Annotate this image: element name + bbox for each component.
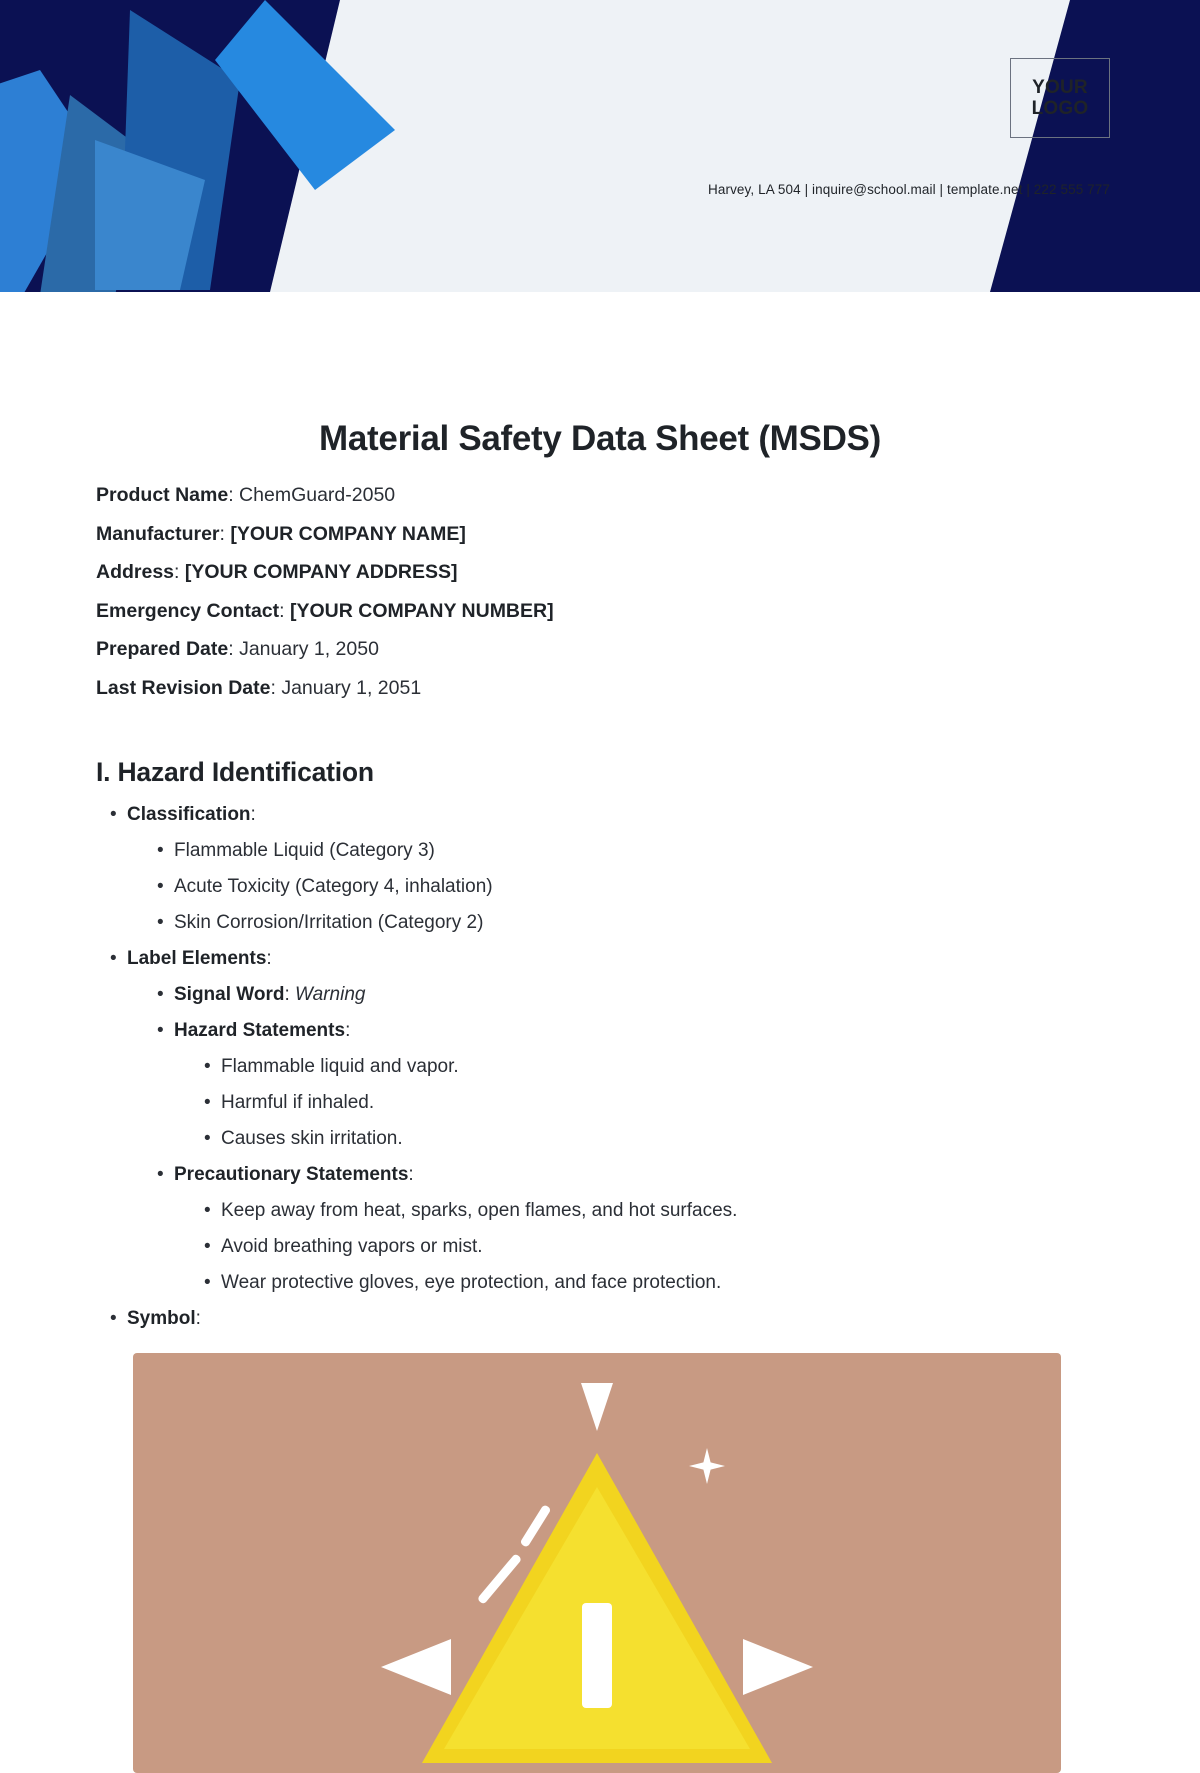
classification-sublist xyxy=(127,833,1104,941)
list-item: • Skin Corrosion/Irritation (Category 2) xyxy=(157,905,1104,941)
list-item: • Avoid breathing vapors or mist. xyxy=(204,1229,1104,1265)
meta-manufacturer-label: Manufacturer xyxy=(96,522,220,545)
meta-prepared-date-value: January 1, 2050 xyxy=(239,638,379,660)
signal-word-value: Warning xyxy=(295,984,366,1005)
list-item: • Causes skin irritation. xyxy=(204,1121,1104,1157)
signal-word-label: Signal Word xyxy=(174,984,285,1005)
label-elements-sublist xyxy=(127,977,1104,1301)
meta-last-revision-date xyxy=(96,669,1104,708)
meta-address-label: Address xyxy=(96,561,175,583)
list-item-precautionary-statements: • Precautionary Statements: • Keep away from heat, sparks, open flames, and hot surfaces. • Avoid breathing vapors or mist. • Wear protective gloves, eye protection, and face protection. xyxy=(157,1157,1104,1301)
symbol-label: Symbol xyxy=(127,1308,196,1329)
hazard-statements-sublist xyxy=(174,1049,1104,1157)
hazard-symbol-image xyxy=(133,1353,1061,1773)
meta-emergency-contact-value: [YOUR COMPANY NUMBER] xyxy=(289,599,554,622)
meta-emergency-contact-sep: : xyxy=(279,599,290,622)
meta-manufacturer-value: [YOUR COMPANY NAME] xyxy=(230,522,466,545)
list-item: • Flammable liquid and vapor. xyxy=(204,1049,1104,1085)
list-item-signal-word: • Signal Word: Warning xyxy=(157,977,1104,1013)
precautionary-statements-label: Precautionary Statements xyxy=(174,1164,409,1185)
list-item-symbol: • Symbol: xyxy=(110,1301,1104,1337)
meta-manufacturer xyxy=(96,515,1104,554)
list-item: • Acute Toxicity (Category 4, inhalation) xyxy=(157,869,1104,905)
meta-address-value: [YOUR COMPANY ADDRESS] xyxy=(184,561,458,583)
meta-prepared-date xyxy=(96,630,1104,669)
list-item: • Wear protective gloves, eye protection, and face protection. xyxy=(204,1265,1104,1301)
page-title: Material Safety Data Sheet (MSDS) xyxy=(319,419,881,458)
exclamation-mark-icon xyxy=(582,1603,612,1708)
section-heading-hazard-identification: I. Hazard Identification xyxy=(96,757,374,787)
document-body xyxy=(0,419,1200,1773)
list-item: • Harmful if inhaled. xyxy=(204,1085,1104,1121)
document-meta-block xyxy=(96,476,1104,707)
list-item: • Flammable Liquid (Category 3) xyxy=(157,833,1104,869)
meta-emergency-contact xyxy=(96,592,1104,631)
list-item: • Keep away from heat, sparks, open flames, and hot surfaces. xyxy=(204,1193,1104,1229)
warning-triangle-icon xyxy=(422,1453,772,1763)
meta-prepared-date-label: Prepared Date xyxy=(96,638,229,660)
list-item-hazard-statements: • Hazard Statements: • Flammable liquid and vapor. • Harmful if inhaled. • Causes skin irritation. xyxy=(157,1013,1104,1157)
meta-prepared-date-sep: : xyxy=(228,638,240,660)
hazard-statements-label: Hazard Statements xyxy=(174,1020,346,1041)
company-logo-placeholder[interactable] xyxy=(1010,58,1110,138)
list-item-classification: • Classification: • Flammable Liquid (Category 3) • Acute Toxicity (Category 4, inhalation) • Skin Corrosion/Irritation (Category 2) xyxy=(110,797,1104,941)
meta-product-name-sep: : xyxy=(228,484,240,506)
header-contact-info: Harvey, LA 504 | inquire@school.mail | template.net | 222 555 777 xyxy=(708,182,1110,197)
classification-label: Classification xyxy=(127,804,251,825)
meta-product-name-value: ChemGuard-2050 xyxy=(239,484,396,506)
list-item-label-elements: • Label Elements: • Signal Word: Warning • Hazard Statements: • Flammable liquid and vapor. • Harmful if inhaled. • Causes skin irritation. • Precautionary Statements: • Keep away from heat, sparks, open flames, and hot surfaces. • Avoid breathing vapors or mist. • Wear protective gloves, eye protection, and face protection. xyxy=(110,941,1104,1301)
meta-last-revision-date-label: Last Revision Date xyxy=(96,676,271,699)
label-elements-label: Label Elements xyxy=(127,948,267,969)
meta-product-name xyxy=(96,476,1104,515)
meta-last-revision-date-value: January 1, 2051 xyxy=(281,676,422,699)
meta-product-name-label: Product Name xyxy=(96,484,229,506)
hazard-identification-list xyxy=(96,797,1104,1337)
precautionary-statements-sublist xyxy=(174,1193,1104,1301)
logo-line-1: YOUR xyxy=(1032,76,1088,98)
logo-line-2: LOGO xyxy=(1031,98,1089,119)
page-header-banner xyxy=(0,0,1200,292)
burst-top-icon xyxy=(581,1383,613,1431)
meta-address xyxy=(96,553,1104,592)
meta-emergency-contact-label: Emergency Contact xyxy=(96,599,280,622)
header-navy-right-shape xyxy=(990,0,1200,292)
meta-last-revision-date-sep: : xyxy=(270,676,282,699)
meta-manufacturer-sep: : xyxy=(219,522,231,545)
meta-address-sep: : xyxy=(174,561,185,583)
